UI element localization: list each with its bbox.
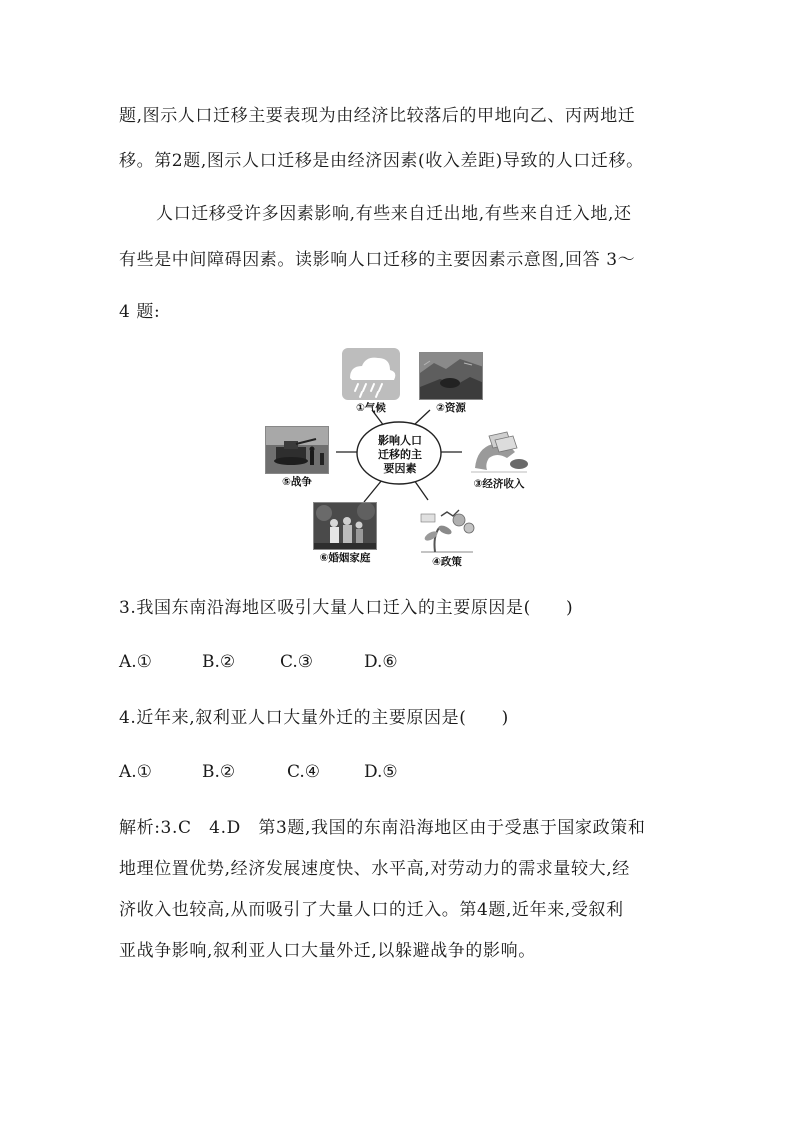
- center-label: [358, 434, 442, 476]
- node-label: ②资源: [436, 402, 466, 414]
- option-a: A.①: [119, 762, 152, 782]
- paragraph-line: 移。第2题,图示人口迁移是由经济因素(收入差距)导致的人口迁移。: [119, 151, 644, 171]
- node-label: ④政策: [432, 556, 462, 568]
- paragraph-line: 4 题:: [119, 302, 161, 322]
- paragraph-line: 有些是中间障碍因素。读影响人口迁移的主要因素示意图,回答 3～: [119, 250, 636, 270]
- option-d: D.⑤: [364, 762, 398, 782]
- option-b: B.②: [202, 652, 236, 672]
- option-d: D.⑥: [364, 652, 398, 672]
- node-climate: [336, 348, 406, 415]
- center-label-line: 迁移的主: [378, 448, 422, 461]
- family-photo: [313, 502, 377, 550]
- node-policy: [412, 506, 482, 569]
- analysis-line: 济收入也较高,从而吸引了大量人口的迁入。第4题,近年来,受叙利: [119, 900, 624, 920]
- money-hands-image: [467, 428, 531, 476]
- option-c: C.③: [280, 652, 314, 672]
- policy-growth-image: [415, 506, 479, 554]
- rain-cloud-icon: [342, 348, 400, 400]
- question-4-stem: 4.近年来,叙利亚人口大量外迁的主要原因是( ): [119, 708, 509, 728]
- node-war: [262, 426, 332, 489]
- node-resources: [416, 352, 486, 415]
- question-3-stem: 3.我国东南沿海地区吸引大量人口迁入的主要原因是( ): [119, 598, 574, 618]
- center-label-line: 影响人口: [378, 434, 422, 447]
- node-label: ①气候: [356, 402, 386, 414]
- node-label: ⑥婚姻家庭: [319, 552, 371, 564]
- migration-factors-diagram: [262, 346, 534, 572]
- analysis-line: 亚战争影响,叙利亚人口大量外迁,以躲避战争的影响。: [119, 941, 536, 961]
- option-b: B.②: [202, 762, 236, 782]
- analysis-line: 地理位置优势,经济发展速度快、水平高,对劳动力的需求量较大,经: [119, 859, 630, 879]
- option-c: C.④: [287, 762, 321, 782]
- node-label: ⑤战争: [282, 476, 312, 488]
- paragraph-line: 人口迁移受许多因素影响,有些来自迁出地,有些来自迁入地,还: [156, 204, 632, 224]
- node-label: ③经济收入: [473, 478, 525, 490]
- center-label-line: 要因素: [383, 462, 417, 475]
- paragraph-line: 题,图示人口迁移主要表现为由经济比较落后的甲地向乙、丙两地迁: [119, 106, 636, 126]
- analysis-line: 解析:3.C 4.D 第3题,我国的东南沿海地区由于受惠于国家政策和: [119, 818, 646, 838]
- node-income: [464, 428, 534, 491]
- node-marriage-family: [310, 502, 380, 565]
- war-photo: [265, 426, 329, 474]
- mine-photo: [419, 352, 483, 400]
- option-a: A.①: [119, 652, 152, 672]
